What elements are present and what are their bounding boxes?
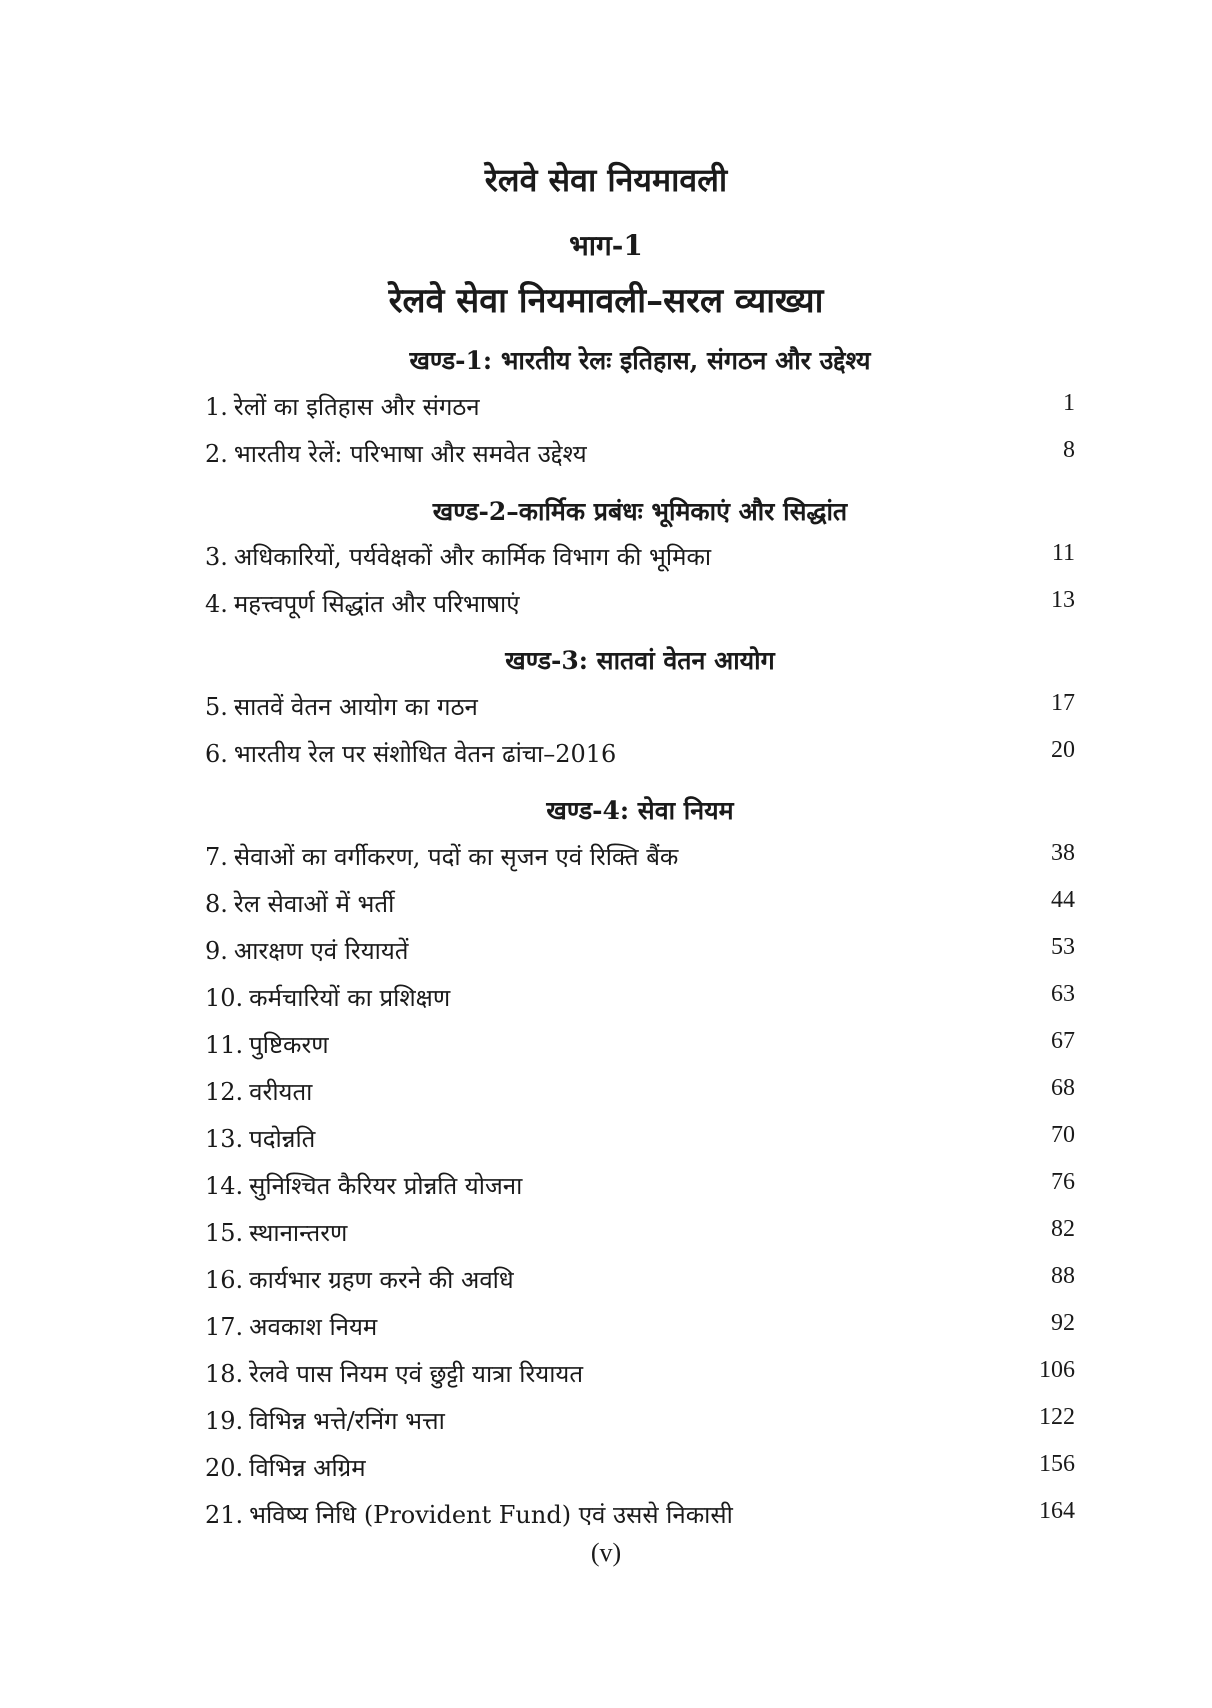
entry-title: महत्त्वपूर्ण सिद्धांत और परिभाषाएं <box>233 590 520 618</box>
entry-number: 19. <box>205 1407 244 1435</box>
entry-title: भविष्य निधि (Provident Fund) एवं उससे निकासी <box>249 1501 733 1529</box>
entry-number: 2. <box>205 440 228 468</box>
entry-number: 9. <box>205 937 228 965</box>
toc-entry <box>205 1451 1075 1489</box>
entry-number: 4. <box>205 590 228 618</box>
footer-page-number: (v) <box>590 1538 622 1567</box>
entry-page-number: 88 <box>1051 1263 1075 1289</box>
entry-page-number: 63 <box>1051 981 1075 1007</box>
toc-entry <box>205 1263 1075 1301</box>
entry-number: 7. <box>205 843 228 871</box>
entry-title: सेवाओं का वर्गीकरण, पदों का सृजन एवं रिक्ति बैंक <box>233 843 679 871</box>
entry-title: रेलवे पास नियम एवं छुट्टी यात्रा रियायत <box>249 1360 584 1388</box>
entry-title: कार्यभार ग्रहण करने की अवधि <box>249 1266 514 1294</box>
toc-entry <box>205 437 1075 475</box>
entry-page-number: 67 <box>1051 1028 1075 1054</box>
entry-number: 8. <box>205 890 228 918</box>
entry-title: पदोन्नति <box>249 1125 316 1153</box>
entry-title: अधिकारियों, पर्यवेक्षकों और कार्मिक विभाग की भूमिका <box>233 543 712 571</box>
section-heading: खण्ड-4: सेवा नियम <box>546 796 734 825</box>
entry-page-number: 82 <box>1051 1216 1075 1242</box>
section-heading: खण्ड-2–कार्मिक प्रबंधः भूमिकाएं और सिद्धांत <box>432 497 848 526</box>
toc-entry <box>205 981 1075 1019</box>
toc-entry <box>205 1075 1075 1113</box>
entry-page-number: 76 <box>1051 1169 1075 1195</box>
entry-page-number: 68 <box>1051 1075 1075 1101</box>
entry-title: भारतीय रेल पर संशोधित वेतन ढांचा–2016 <box>233 740 617 768</box>
toc-entry <box>205 690 1075 728</box>
entry-number: 16. <box>205 1266 244 1294</box>
entry-number: 14. <box>205 1172 244 1200</box>
entry-page-number: 164 <box>1039 1498 1075 1524</box>
toc-entry <box>205 887 1075 925</box>
entry-page-number: 17 <box>1051 690 1075 716</box>
entry-page-number: 122 <box>1039 1404 1075 1430</box>
toc-entry <box>205 737 1075 775</box>
entry-title: रेल सेवाओं में भर्ती <box>233 890 395 918</box>
entry-page-number: 53 <box>1051 934 1075 960</box>
entry-title: भारतीय रेलें: परिभाषा और समवेत उद्देश्य <box>233 440 587 468</box>
entry-title: रेलों का इतिहास और संगठन <box>233 393 480 421</box>
entry-number: 1. <box>205 393 228 421</box>
entry-title: वरीयता <box>249 1078 313 1106</box>
toc-entry <box>205 1498 1075 1536</box>
entry-page-number: 70 <box>1051 1122 1075 1148</box>
entry-number: 12. <box>205 1078 244 1106</box>
entry-page-number: 13 <box>1051 587 1075 613</box>
toc-entry <box>205 1404 1075 1442</box>
entry-title: स्थानान्तरण <box>249 1219 348 1247</box>
entry-title: आरक्षण एवं रियायतें <box>233 937 409 965</box>
entry-title: अवकाश नियम <box>249 1313 378 1341</box>
entry-title: विभिन्न भत्ते/रनिंग भत्ता <box>249 1407 445 1435</box>
entry-page-number: 44 <box>1051 887 1075 913</box>
part-title: रेलवे सेवा नियमावली–सरल व्याख्या <box>388 281 824 321</box>
entry-page-number: 8 <box>1063 437 1075 463</box>
entry-number: 18. <box>205 1360 244 1388</box>
toc-entry <box>205 1028 1075 1066</box>
entry-title: सुनिश्चित कैरियर प्रोन्नति योजना <box>249 1172 523 1200</box>
entry-number: 10. <box>205 984 244 1012</box>
entry-number: 5. <box>205 693 228 721</box>
entry-number: 17. <box>205 1313 244 1341</box>
toc-entry <box>205 1122 1075 1160</box>
entry-title: पुष्टिकरण <box>249 1031 329 1059</box>
toc-entry <box>205 840 1075 878</box>
entry-page-number: 106 <box>1039 1357 1075 1383</box>
entry-page-number: 11 <box>1051 540 1075 566</box>
toc-entry <box>205 540 1075 578</box>
toc-entry <box>205 934 1075 972</box>
entry-number: 13. <box>205 1125 244 1153</box>
toc-entry <box>205 1169 1075 1207</box>
part-label: भाग-1 <box>569 229 643 262</box>
entry-title: विभिन्न अग्रिम <box>249 1454 366 1482</box>
entry-number: 15. <box>205 1219 244 1247</box>
entry-page-number: 38 <box>1051 840 1075 866</box>
entry-page-number: 1 <box>1063 390 1075 416</box>
toc-entry <box>205 1216 1075 1254</box>
entry-page-number: 156 <box>1039 1451 1075 1477</box>
entry-number: 6. <box>205 740 228 768</box>
toc-entry <box>205 1310 1075 1348</box>
toc-entry <box>205 1357 1075 1395</box>
book-title: रेलवे सेवा नियमावली <box>484 161 728 199</box>
entry-title: कर्मचारियों का प्रशिक्षण <box>249 984 451 1012</box>
entry-page-number: 20 <box>1051 737 1075 763</box>
entry-number: 20. <box>205 1454 244 1482</box>
toc-entry <box>205 587 1075 625</box>
entry-number: 21. <box>205 1501 244 1529</box>
section-heading: खण्ड-3: सातवां वेतन आयोग <box>505 646 775 675</box>
entry-title: सातवें वेतन आयोग का गठन <box>233 693 478 721</box>
section-heading: खण्ड-1: भारतीय रेलः इतिहास, संगठन और उद्देश्य <box>409 346 871 375</box>
entry-page-number: 92 <box>1051 1310 1075 1336</box>
entry-number: 3. <box>205 543 228 571</box>
entry-number: 11. <box>205 1031 244 1059</box>
toc-entry <box>205 390 1075 428</box>
